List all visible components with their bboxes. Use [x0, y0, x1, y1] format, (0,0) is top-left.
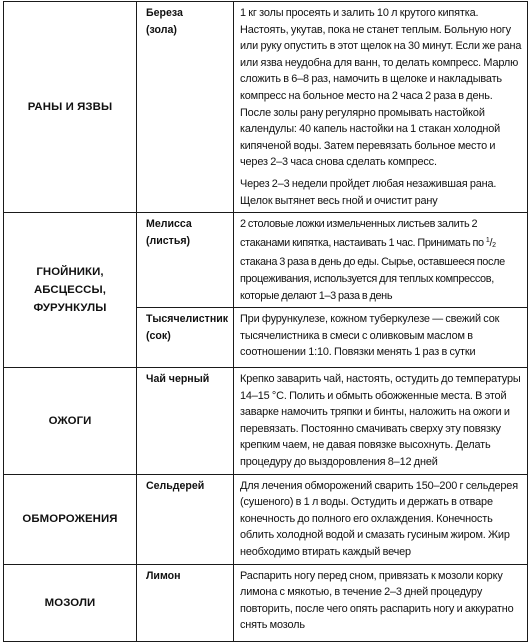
plant-cell [137, 368, 234, 475]
table-row [4, 474, 528, 564]
plant-part: (сок) [146, 329, 171, 342]
recipe-cell [234, 2, 528, 213]
plant-cell [137, 474, 234, 564]
table-row [4, 2, 528, 213]
ailment-cell [4, 213, 137, 368]
recipe-text: Для лечения обморожений сварить 150–200 г сельдерея (сушеного) в 1 л воды. Остудить и держать в отваре конечность до полного его охлаждения. Конечность облить холодной водой и смазать гусиным жиром. Жир необходимо втирать каждый вечер [240, 479, 518, 559]
recipe-text: При фурункулезе, кожном туберкулезе — свежий сок тысячелистника в смеси с оливковым маслом в соотношении 1:10. Повязки менять 1 раз в сутки [240, 313, 500, 359]
ailment-name: МОЗОЛИ [44, 596, 96, 609]
recipe-text: Через 2–3 недели пройдет любая незажившая рана. Щелок вытянет весь гной и очистит рану [240, 177, 497, 207]
ailment-cell [4, 368, 137, 475]
recipe-text: 1 кг золы просеять и залить 10 л крутого кипятка. Настоять, укутав, пока не станет теплым. Больную ногу или руку опустить в этот щелок на 30 минут. Если же рана или язва неудобна для ванн, то делать компресс. Марлю сложить в 6–8 раз, намочить в щелоке и накладывать компресс на больное место на 2 часа 2 раза в день. После золы рану регулярно промывать настойкой календулы: 40 капель настойки на 1 стакан холодной кипяченой воды. Затем перевязать больное место и через 2–3 часа снова сделать компресс. [240, 7, 522, 169]
plant-cell [137, 2, 234, 213]
recipe-text: Крепко заварить чай, настоять, остудить до температуры 14–15 °С. Полить и обмыть обожженные места. В этой заварке намочить тряпки и бинты, наложить на ожоги и перевязать. Постоянно смачивать сверху эту повязку крепким чаем, не давая повязке высохнуть. Делать процедуру до выздоровления 8–12 дней [240, 373, 521, 469]
recipe-cell [234, 308, 528, 368]
ailment-name: ОЖОГИ [48, 414, 92, 427]
recipe-cell [234, 368, 528, 475]
plant-name: Мелисса [146, 218, 192, 231]
ailment-cell [4, 474, 137, 564]
plant-name: Сельдерей [146, 479, 205, 492]
ailment-cell [4, 2, 137, 213]
plant-name: Чай черный [146, 373, 210, 386]
plant-cell [137, 564, 234, 641]
plant-cell [137, 213, 234, 308]
ailment-name: РАНЫ И ЯЗВЫ [27, 101, 113, 114]
recipe-cell [234, 564, 528, 641]
recipe-text: 2 столовые ложки измельченных листьев залить 2 стаканами кипятка, настаивать 1 час. Принимать по $^1/_2$ стакана 3 раза в день до еды. Сырье, оставшееся после процеживания, используется для теплых компрессов, которые делают 1–3 раза в день [240, 218, 505, 302]
recipe-cell [234, 213, 528, 308]
plant-part: (зола) [146, 23, 177, 36]
plant-name: Лимон [146, 569, 181, 582]
table-row [4, 368, 528, 475]
recipe-text: Распарить ногу перед сном, привязать к мозоли корку лимона с мякотью, в течение 2–3 дней процедуру повторить, после чего опять распарить ногу и аккуратно снять мозоль [240, 569, 514, 632]
ailment-name: ГНОЙНИКИ, АБСЦЕССЫ, ФУРУНКУЛЫ [33, 266, 107, 315]
plant-name: Береза [146, 7, 183, 19]
table-row [4, 564, 528, 641]
plant-cell [137, 308, 234, 368]
ailment-name: ОБМОРОЖЕНИЯ [22, 513, 118, 526]
recipe-cell [234, 474, 528, 564]
ailment-cell [4, 564, 137, 641]
remedies-table [3, 1, 528, 642]
plant-part: (листья) [146, 234, 191, 247]
plant-name: Тысячелистник [146, 313, 229, 326]
table-row [4, 213, 528, 308]
